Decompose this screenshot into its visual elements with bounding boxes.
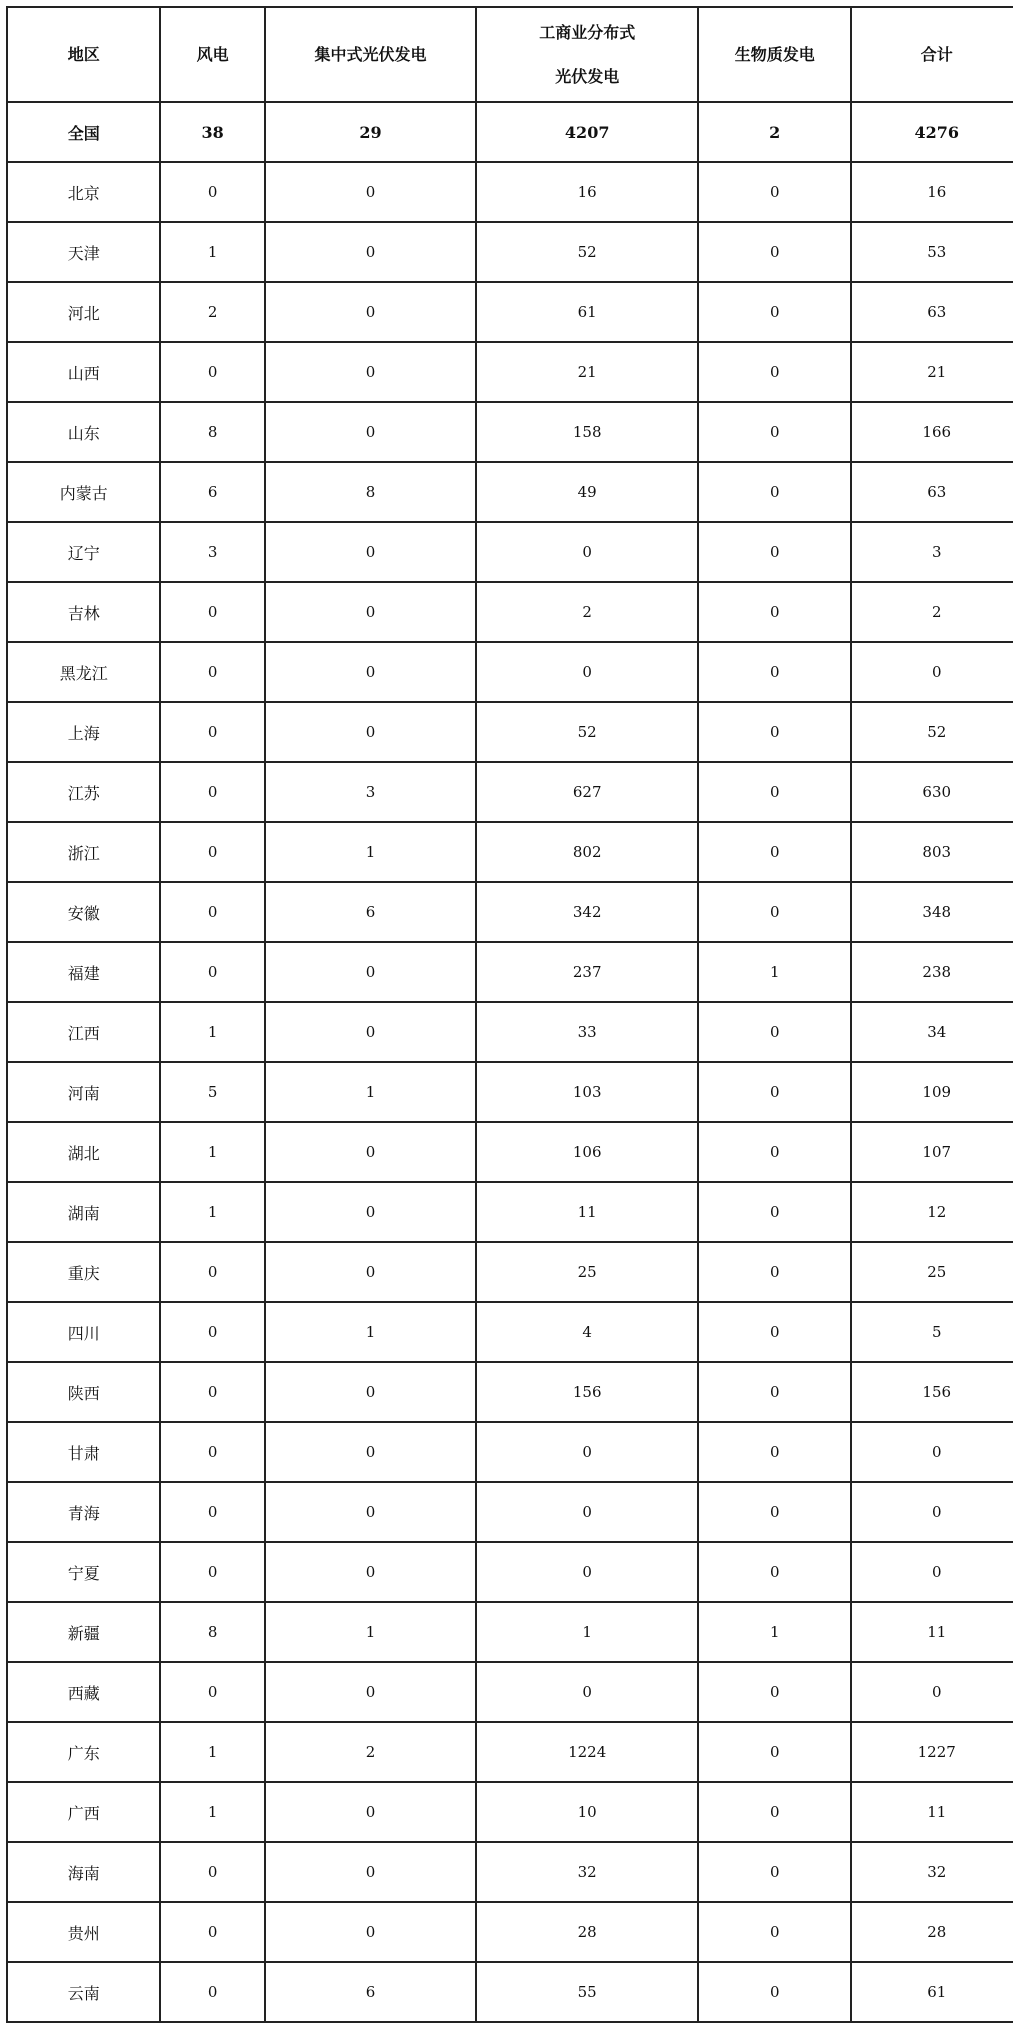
- ci-pv-cell: 158: [476, 402, 698, 462]
- biomass-cell: 0: [698, 462, 851, 522]
- table-row: [7, 162, 1013, 222]
- biomass-cell: 0: [698, 1362, 851, 1422]
- region-cell: 陕西: [7, 1362, 160, 1422]
- table-row: [7, 942, 1013, 1002]
- biomass-cell: 0: [698, 642, 851, 702]
- region-cell: 甘肃: [7, 1422, 160, 1482]
- ci-pv-cell: 61: [476, 282, 698, 342]
- biomass-cell: 0: [698, 1062, 851, 1122]
- biomass-cell: 0: [698, 1422, 851, 1482]
- central-pv-cell: 0: [265, 1002, 477, 1062]
- table-row: [7, 1902, 1013, 1962]
- table-row: [7, 1782, 1013, 1842]
- central-pv-cell: 0: [265, 582, 477, 642]
- ci-pv-cell: 49: [476, 462, 698, 522]
- table-row: [7, 882, 1013, 942]
- table-row: [7, 582, 1013, 642]
- biomass-cell: 0: [698, 1302, 851, 1362]
- central-pv-cell: 0: [265, 1542, 477, 1602]
- wind-cell: 0: [160, 642, 264, 702]
- ci-pv-cell: 1224: [476, 1722, 698, 1782]
- ci-pv-cell: 237: [476, 942, 698, 1002]
- header-row: [7, 7, 1013, 102]
- central-pv-cell: 0: [265, 222, 477, 282]
- header-region: 地区: [7, 7, 160, 102]
- central-pv-cell: 0: [265, 702, 477, 762]
- total-cell: 63: [851, 282, 1013, 342]
- total-cell: 3: [851, 522, 1013, 582]
- biomass-cell: 0: [698, 822, 851, 882]
- total-cell: 166: [851, 402, 1013, 462]
- biomass-cell: 0: [698, 1662, 851, 1722]
- total-biomass-cell: 2: [698, 102, 851, 162]
- ci-pv-cell: 0: [476, 1422, 698, 1482]
- table-row: [7, 1662, 1013, 1722]
- wind-cell: 0: [160, 342, 264, 402]
- central-pv-cell: 0: [265, 342, 477, 402]
- wind-cell: 6: [160, 462, 264, 522]
- ci-pv-cell: 52: [476, 702, 698, 762]
- region-cell: 宁夏: [7, 1542, 160, 1602]
- biomass-cell: 0: [698, 1782, 851, 1842]
- total-cell: 28: [851, 1902, 1013, 1962]
- wind-cell: 0: [160, 162, 264, 222]
- region-cell: 吉林: [7, 582, 160, 642]
- table-header: [7, 7, 1013, 102]
- region-cell: 上海: [7, 702, 160, 762]
- biomass-cell: 0: [698, 1722, 851, 1782]
- region-cell: 广西: [7, 1782, 160, 1842]
- biomass-cell: 0: [698, 1902, 851, 1962]
- region-cell: 湖北: [7, 1122, 160, 1182]
- table-row: [7, 1182, 1013, 1242]
- wind-cell: 0: [160, 882, 264, 942]
- central-pv-cell: 0: [265, 1662, 477, 1722]
- total-cell: 32: [851, 1842, 1013, 1902]
- ci-pv-cell: 0: [476, 1662, 698, 1722]
- central-pv-cell: 3: [265, 762, 477, 822]
- wind-cell: 5: [160, 1062, 264, 1122]
- header-ci-pv-line1: 工商业分布式: [539, 22, 636, 42]
- region-project-table: [6, 6, 1013, 2023]
- wind-cell: 8: [160, 402, 264, 462]
- region-cell: 云南: [7, 1962, 160, 2022]
- region-cell: 河南: [7, 1062, 160, 1122]
- region-cell: 福建: [7, 942, 160, 1002]
- ci-pv-cell: 156: [476, 1362, 698, 1422]
- region-cell: 黑龙江: [7, 642, 160, 702]
- ci-pv-cell: 4: [476, 1302, 698, 1362]
- region-cell: 海南: [7, 1842, 160, 1902]
- central-pv-cell: 0: [265, 402, 477, 462]
- table-row: [7, 522, 1013, 582]
- central-pv-cell: 0: [265, 642, 477, 702]
- region-cell: 新疆: [7, 1602, 160, 1662]
- biomass-cell: 0: [698, 1122, 851, 1182]
- biomass-cell: 0: [698, 1482, 851, 1542]
- total-cell: 5: [851, 1302, 1013, 1362]
- central-pv-cell: 8: [265, 462, 477, 522]
- biomass-cell: 0: [698, 582, 851, 642]
- ci-pv-cell: 52: [476, 222, 698, 282]
- wind-cell: 3: [160, 522, 264, 582]
- wind-cell: 0: [160, 1242, 264, 1302]
- ci-pv-cell: 11: [476, 1182, 698, 1242]
- total-cell: 0: [851, 1662, 1013, 1722]
- biomass-cell: 0: [698, 342, 851, 402]
- region-cell: 山西: [7, 342, 160, 402]
- region-cell: 重庆: [7, 1242, 160, 1302]
- total-cell: 63: [851, 462, 1013, 522]
- wind-cell: 0: [160, 942, 264, 1002]
- central-pv-cell: 6: [265, 882, 477, 942]
- region-cell: 湖南: [7, 1182, 160, 1242]
- biomass-cell: 0: [698, 1542, 851, 1602]
- ci-pv-cell: 21: [476, 342, 698, 402]
- biomass-cell: 1: [698, 1602, 851, 1662]
- central-pv-cell: 1: [265, 822, 477, 882]
- biomass-cell: 0: [698, 282, 851, 342]
- total-cell: 25: [851, 1242, 1013, 1302]
- total-region-cell: 全国: [7, 102, 160, 162]
- total-cell: 1227: [851, 1722, 1013, 1782]
- wind-cell: 0: [160, 1902, 264, 1962]
- total-cell: 0: [851, 642, 1013, 702]
- header-total: 合计: [851, 7, 1013, 102]
- central-pv-cell: 0: [265, 1482, 477, 1542]
- central-pv-cell: 0: [265, 162, 477, 222]
- central-pv-cell: 0: [265, 1782, 477, 1842]
- biomass-cell: 0: [698, 762, 851, 822]
- biomass-cell: 0: [698, 1002, 851, 1062]
- central-pv-cell: 6: [265, 1962, 477, 2022]
- total-cell: 2: [851, 582, 1013, 642]
- table-row: [7, 1722, 1013, 1782]
- total-cell: 11: [851, 1602, 1013, 1662]
- total-sum-cell: 4276: [851, 102, 1013, 162]
- biomass-cell: 0: [698, 1242, 851, 1302]
- region-cell: 贵州: [7, 1902, 160, 1962]
- wind-cell: 0: [160, 1482, 264, 1542]
- ci-pv-cell: 627: [476, 762, 698, 822]
- biomass-cell: 0: [698, 702, 851, 762]
- wind-cell: 8: [160, 1602, 264, 1662]
- total-cell: 156: [851, 1362, 1013, 1422]
- central-pv-cell: 0: [265, 1842, 477, 1902]
- biomass-cell: 0: [698, 1842, 851, 1902]
- region-cell: 江苏: [7, 762, 160, 822]
- central-pv-cell: 0: [265, 522, 477, 582]
- ci-pv-cell: 16: [476, 162, 698, 222]
- total-wind-cell: 38: [160, 102, 264, 162]
- wind-cell: 0: [160, 1662, 264, 1722]
- ci-pv-cell: 0: [476, 522, 698, 582]
- total-cell: 238: [851, 942, 1013, 1002]
- header-wind: 风电: [160, 7, 264, 102]
- wind-cell: 1: [160, 1182, 264, 1242]
- total-cell: 21: [851, 342, 1013, 402]
- wind-cell: 1: [160, 1002, 264, 1062]
- ci-pv-cell: 10: [476, 1782, 698, 1842]
- central-pv-cell: 1: [265, 1062, 477, 1122]
- biomass-cell: 0: [698, 522, 851, 582]
- table-row: [7, 1542, 1013, 1602]
- table-row: [7, 1962, 1013, 2022]
- wind-cell: 0: [160, 582, 264, 642]
- total-ci-pv-cell: 4207: [476, 102, 698, 162]
- central-pv-cell: 0: [265, 1242, 477, 1302]
- ci-pv-cell: 103: [476, 1062, 698, 1122]
- ci-pv-cell: 28: [476, 1902, 698, 1962]
- biomass-cell: 1: [698, 942, 851, 1002]
- central-pv-cell: 1: [265, 1602, 477, 1662]
- table-row: [7, 1362, 1013, 1422]
- central-pv-cell: 0: [265, 1422, 477, 1482]
- wind-cell: 0: [160, 762, 264, 822]
- header-ci-distributed-pv: [476, 7, 698, 102]
- central-pv-cell: 2: [265, 1722, 477, 1782]
- total-cell: 12: [851, 1182, 1013, 1242]
- biomass-cell: 0: [698, 162, 851, 222]
- table-row: [7, 822, 1013, 882]
- central-pv-cell: 0: [265, 1182, 477, 1242]
- ci-pv-cell: 0: [476, 1482, 698, 1542]
- region-cell: 辽宁: [7, 522, 160, 582]
- ci-pv-cell: 25: [476, 1242, 698, 1302]
- table-row: [7, 642, 1013, 702]
- region-cell: 内蒙古: [7, 462, 160, 522]
- ci-pv-cell: 802: [476, 822, 698, 882]
- biomass-cell: 0: [698, 1962, 851, 2022]
- region-cell: 西藏: [7, 1662, 160, 1722]
- table-row: [7, 1602, 1013, 1662]
- wind-cell: 1: [160, 1122, 264, 1182]
- wind-cell: 0: [160, 1362, 264, 1422]
- region-cell: 青海: [7, 1482, 160, 1542]
- region-cell: 山东: [7, 402, 160, 462]
- wind-cell: 0: [160, 1302, 264, 1362]
- wind-cell: 1: [160, 1722, 264, 1782]
- region-cell: 安徽: [7, 882, 160, 942]
- wind-cell: 0: [160, 1842, 264, 1902]
- central-pv-cell: 0: [265, 1902, 477, 1962]
- wind-cell: 0: [160, 1422, 264, 1482]
- header-central-pv: 集中式光伏发电: [265, 7, 477, 102]
- total-cell: 61: [851, 1962, 1013, 2022]
- total-cell: 34: [851, 1002, 1013, 1062]
- ci-pv-cell: 33: [476, 1002, 698, 1062]
- region-cell: 浙江: [7, 822, 160, 882]
- ci-pv-cell: 32: [476, 1842, 698, 1902]
- table-row: [7, 1062, 1013, 1122]
- ci-pv-cell: 2: [476, 582, 698, 642]
- table-row: [7, 1422, 1013, 1482]
- header-biomass: 生物质发电: [698, 7, 851, 102]
- wind-cell: 0: [160, 822, 264, 882]
- region-cell: 广东: [7, 1722, 160, 1782]
- ci-pv-cell: 0: [476, 642, 698, 702]
- central-pv-cell: 0: [265, 1362, 477, 1422]
- region-cell: 江西: [7, 1002, 160, 1062]
- table-row: [7, 1122, 1013, 1182]
- table-body: [7, 102, 1013, 2022]
- table-row: [7, 342, 1013, 402]
- biomass-cell: 0: [698, 222, 851, 282]
- total-cell: 16: [851, 162, 1013, 222]
- wind-cell: 0: [160, 1542, 264, 1602]
- central-pv-cell: 0: [265, 282, 477, 342]
- table-row: [7, 462, 1013, 522]
- ci-pv-cell: 106: [476, 1122, 698, 1182]
- region-cell: 河北: [7, 282, 160, 342]
- total-cell: 803: [851, 822, 1013, 882]
- total-cell: 11: [851, 1782, 1013, 1842]
- region-cell: 天津: [7, 222, 160, 282]
- total-cell: 630: [851, 762, 1013, 822]
- wind-cell: 1: [160, 1782, 264, 1842]
- total-cell: 52: [851, 702, 1013, 762]
- total-central-pv-cell: 29: [265, 102, 477, 162]
- total-cell: 107: [851, 1122, 1013, 1182]
- table-row: [7, 702, 1013, 762]
- header-ci-pv-line2: 光伏发电: [555, 66, 620, 86]
- ci-pv-cell: 342: [476, 882, 698, 942]
- table-row: [7, 222, 1013, 282]
- total-cell: 0: [851, 1542, 1013, 1602]
- region-cell: 四川: [7, 1302, 160, 1362]
- table-row: [7, 1002, 1013, 1062]
- wind-cell: 1: [160, 222, 264, 282]
- central-pv-cell: 0: [265, 1122, 477, 1182]
- region-cell: 北京: [7, 162, 160, 222]
- biomass-cell: 0: [698, 1182, 851, 1242]
- total-cell: 109: [851, 1062, 1013, 1122]
- total-cell: 53: [851, 222, 1013, 282]
- total-cell: 0: [851, 1422, 1013, 1482]
- wind-cell: 2: [160, 282, 264, 342]
- table-row: [7, 402, 1013, 462]
- central-pv-cell: 0: [265, 942, 477, 1002]
- table-row: [7, 1842, 1013, 1902]
- national-total-row: [7, 102, 1013, 162]
- biomass-cell: 0: [698, 882, 851, 942]
- central-pv-cell: 1: [265, 1302, 477, 1362]
- wind-cell: 0: [160, 702, 264, 762]
- ci-pv-cell: 1: [476, 1602, 698, 1662]
- total-cell: 0: [851, 1482, 1013, 1542]
- biomass-cell: 0: [698, 402, 851, 462]
- table-row: [7, 1302, 1013, 1362]
- table-row: [7, 1242, 1013, 1302]
- wind-cell: 0: [160, 1962, 264, 2022]
- table-row: [7, 282, 1013, 342]
- ci-pv-cell: 55: [476, 1962, 698, 2022]
- total-cell: 348: [851, 882, 1013, 942]
- table-row: [7, 762, 1013, 822]
- table-row: [7, 1482, 1013, 1542]
- ci-pv-cell: 0: [476, 1542, 698, 1602]
